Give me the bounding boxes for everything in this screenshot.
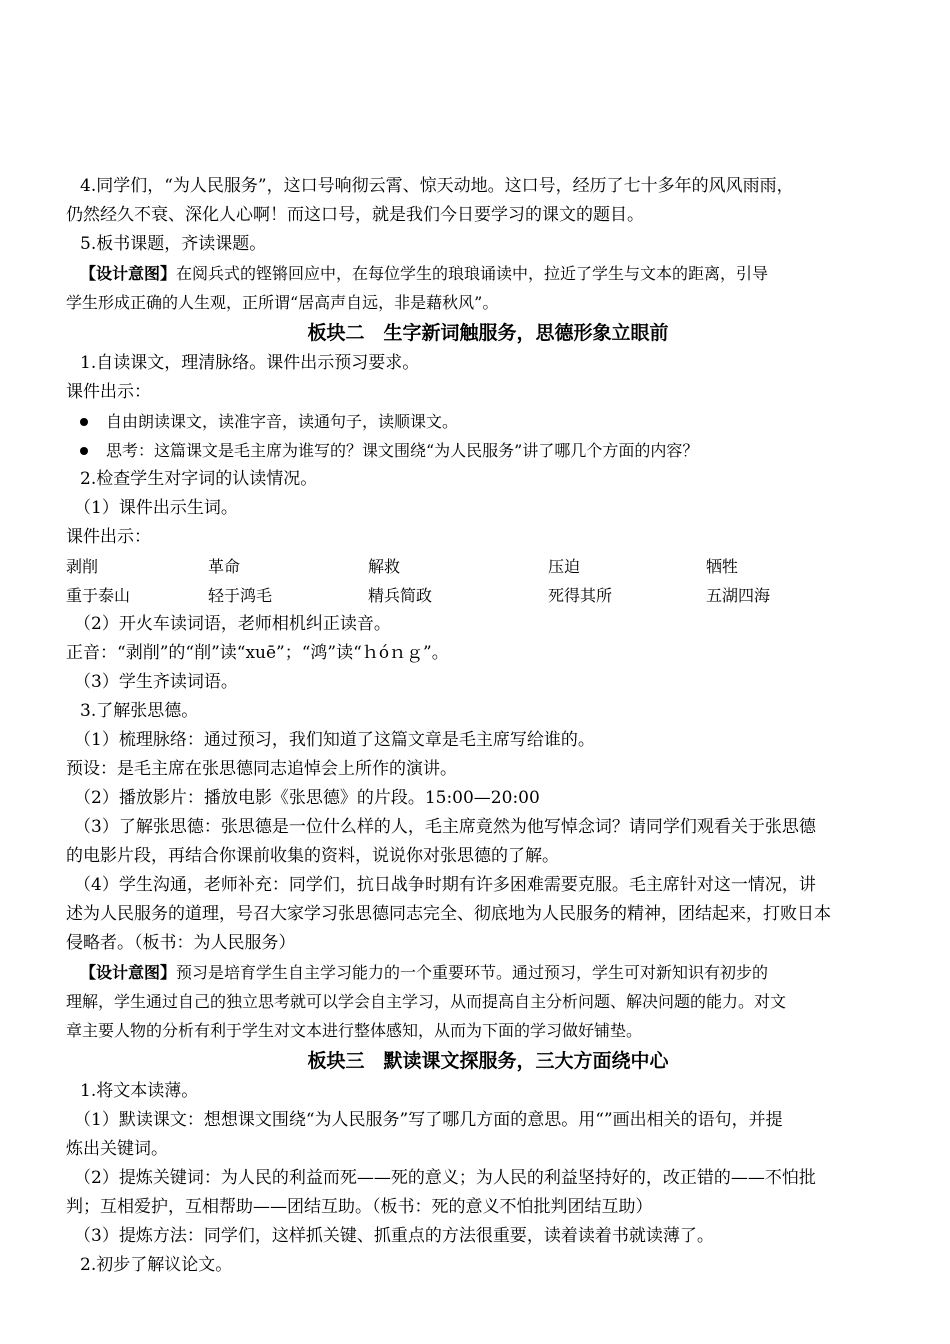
vocab-word: 轻于鸿毛 xyxy=(208,586,273,605)
paragraph: （2）开火车读词语，老师相机纠正读音。 xyxy=(74,614,391,634)
paragraph: 理解，学生通过自己的独立思考就可以学会自主学习，从而提高自主分析问题、解决问题的能力。对文 xyxy=(66,992,787,1011)
vocab-word: 剥削 xyxy=(66,557,99,576)
paragraph: 课件出示： xyxy=(66,527,151,547)
paragraph: 章主要人物的分析有利于学生对文本进行整体感知，从而为下面的学习做好铺垫。 xyxy=(66,1021,643,1040)
bullet-icon xyxy=(80,418,88,426)
design-intent-text: 预习是培育学生自主学习能力的一个重要环节。通过预习，学生可对新知识有初步的 xyxy=(176,963,769,982)
paragraph: （4）学生沟通，老师补充：同学们，抗日战争时期有许多困难需要克服。毛主席针对这一情况，讲 xyxy=(74,875,816,895)
paragraph: （1）课件出示生词。 xyxy=(74,498,238,518)
vocab-word: 重于泰山 xyxy=(66,586,131,605)
vocab-word: 解救 xyxy=(368,557,401,576)
paragraph: 1.自读课文，理清脉络。课件出示预习要求。 xyxy=(80,353,420,373)
paragraph: 1.将文本读薄。 xyxy=(80,1081,199,1101)
paragraph: 5.板书课题，齐读课题。 xyxy=(80,234,267,254)
vocab-word: 革命 xyxy=(208,557,241,576)
bullet-text: 自由朗读课文，读准字音，读通句子，读顺课文。 xyxy=(106,412,459,431)
vocab-word: 压迫 xyxy=(548,557,581,576)
paragraph: （1）梳理脉络：通过预习，我们知道了这篇文章是毛主席写给谁的。 xyxy=(74,730,595,750)
document-page xyxy=(66,172,910,1280)
vocab-word: 牺牲 xyxy=(706,557,739,576)
section-heading: 板块三 默读课文探服务，三大方面绕中心 xyxy=(307,1050,669,1072)
design-intent-text: 在阅兵式的铿锵回应中，在每位学生的琅琅诵读中，拉近了学生与文本的距离，引导 xyxy=(176,264,769,283)
paragraph: 正音：“剥削”的“削”读“xuē”；“鸿”读“ｈóｎｇ”。 xyxy=(66,643,449,663)
paragraph: 4.同学们，“为人民服务”，这口号响彻云霄、惊天动地。这口号，经历了七十多年的风风雨雨， xyxy=(80,176,794,196)
bullet-text: 思考：这篇课文是毛主席为谁写的？课文围绕“为人民服务”讲了哪几个方面的内容？ xyxy=(106,441,699,460)
vocab-word: 死得其所 xyxy=(548,586,613,605)
vocab-row xyxy=(66,552,910,581)
section-heading: 板块二 生字新词触服务，思德形象立眼前 xyxy=(307,322,669,344)
vocab-word: 五湖四海 xyxy=(706,586,771,605)
paragraph: （2）播放影片：播放电影《张思德》的片段。15:00—20:00 xyxy=(74,788,540,808)
design-intent xyxy=(66,259,910,288)
vocab-row xyxy=(66,581,910,610)
paragraph: 述为人民服务的道理，号召大家学习张思德同志完全、彻底地为人民服务的精神，团结起来，打败日本 xyxy=(66,904,831,924)
paragraph: （2）提炼关键词：为人民的利益而死——死的意义；为人民的利益坚持好的，改正错的——不怕批 xyxy=(74,1168,816,1188)
paragraph: 判；互相爱护，互相帮助——团结互助。（板书：死的意义不怕批判团结互助） xyxy=(66,1197,653,1217)
design-intent xyxy=(66,958,910,987)
paragraph: 2.检查学生对字词的认读情况。 xyxy=(80,469,318,489)
paragraph: （3）学生齐读词语。 xyxy=(74,672,238,692)
paragraph: 侵略者。（板书：为人民服务） xyxy=(66,933,296,953)
design-intent-label: 【设计意图】 xyxy=(80,264,177,283)
paragraph: 仍然经久不衰、深化人心啊！而这口号，就是我们今日要学习的课文的题目。 xyxy=(66,205,644,225)
bullet-item xyxy=(66,407,910,436)
paragraph: 2.初步了解议论文。 xyxy=(80,1255,233,1275)
bullet-icon xyxy=(80,447,88,455)
design-intent-label: 【设计意图】 xyxy=(80,963,177,982)
paragraph: 3.了解张思德。 xyxy=(80,701,199,721)
paragraph: 炼出关键词。 xyxy=(66,1139,168,1159)
vocab-word: 精兵简政 xyxy=(368,586,433,605)
paragraph: （1）默读课文：想想课文围绕“为人民服务”写了哪几方面的意思。用“”画出相关的语句，并提 xyxy=(74,1110,783,1130)
paragraph: 预设：是毛主席在张思德同志追悼会上所作的演讲。 xyxy=(66,759,457,779)
paragraph: （3）提炼方法：同学们，这样抓关键、抓重点的方法很重要，读着读着书就读薄了。 xyxy=(74,1226,714,1246)
paragraph: （3）了解张思德：张思德是一位什么样的人，毛主席竟然为他写悼念词？请同学们观看关于张思德 xyxy=(74,817,816,837)
paragraph: 课件出示： xyxy=(66,382,151,402)
paragraph: 的电影片段，再结合你课前收集的资料，说说你对张思德的了解。 xyxy=(66,846,559,866)
bullet-item xyxy=(66,436,910,465)
paragraph: 学生形成正确的人生观，正所谓“居高声自远，非是藉秋风”。 xyxy=(66,293,499,312)
